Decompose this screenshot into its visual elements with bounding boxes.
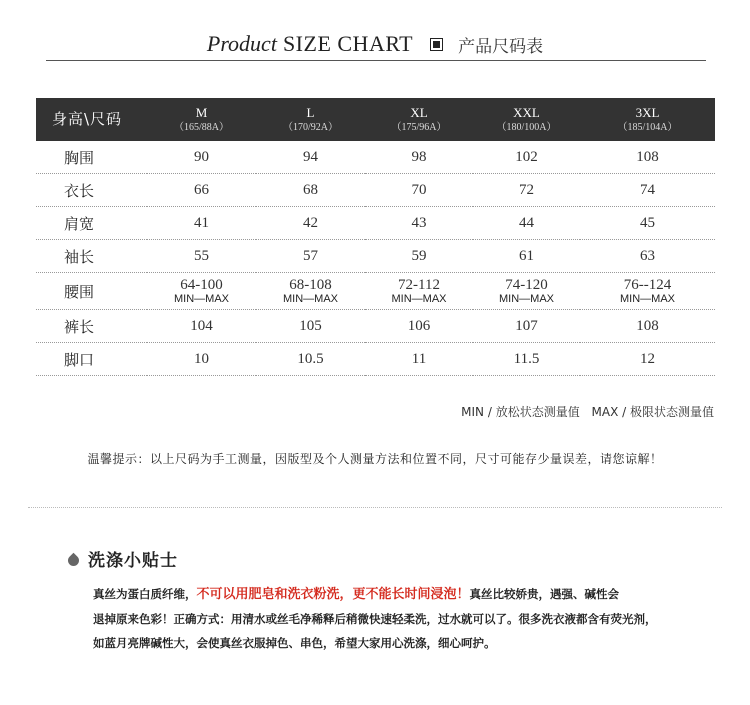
column-header	[580, 98, 715, 141]
care-text: 真丝为蛋白质纤维，	[93, 587, 197, 601]
table-cell: 10.5	[256, 343, 365, 376]
table-cell: 11	[365, 343, 473, 376]
measurement-legend	[453, 403, 714, 420]
care-line: 如蓝月亮牌碱性大，会使真丝衣服掉色、串色，希望大家用心洗涤，细心呵护。	[93, 636, 496, 650]
size-name: XXL	[513, 104, 540, 120]
corner-label: 身高\尺码	[36, 98, 147, 141]
size-spec: （185/104A）	[617, 121, 678, 133]
size-spec: （180/100A）	[496, 121, 557, 133]
table-cell: 108	[580, 310, 715, 343]
title-chinese: 产品尺码表	[458, 36, 544, 57]
table-cell	[256, 273, 365, 310]
table-cell	[365, 273, 473, 310]
table-cell: 94	[256, 141, 365, 174]
care-instructions	[93, 582, 703, 655]
table-cell: 57	[256, 240, 365, 273]
table-cell: 11.5	[473, 343, 580, 376]
size-name: 3XL	[635, 104, 660, 120]
table-cell: 66	[147, 174, 256, 207]
size-spec: （175/96A）	[391, 121, 447, 133]
column-header	[256, 98, 365, 141]
title-size-chart: SIZE CHART	[282, 31, 414, 56]
row-label: 腰围	[36, 273, 147, 310]
page-header	[0, 28, 750, 60]
row-label: 胸围	[36, 141, 147, 174]
table-cell: 45	[580, 207, 715, 240]
range-value: 64-100	[180, 277, 223, 293]
table-header-row	[36, 98, 715, 141]
header-divider	[46, 60, 706, 61]
table-cell	[580, 273, 715, 310]
table-row	[36, 240, 715, 273]
water-drop-icon	[66, 553, 82, 569]
min-max-label: MIN—MAX	[174, 293, 229, 305]
size-name: XL	[410, 104, 428, 120]
legend-max: MAX / 极限状态测量值	[591, 405, 714, 419]
table-row	[36, 141, 715, 174]
table-cell	[473, 273, 580, 310]
measurement-tip: 温馨提示：以上尺码为手工测量，因版型及个人测量方法和位置不同，尺寸可能存少量误差，请您谅解！	[87, 452, 663, 466]
range-value: 74-120	[505, 277, 548, 293]
column-header	[365, 98, 473, 141]
table-row	[36, 207, 715, 240]
min-max-label: MIN—MAX	[499, 293, 554, 305]
row-label: 脚口	[36, 343, 147, 376]
size-name: L	[306, 104, 315, 120]
title-product: Product	[206, 31, 277, 56]
min-max-label: MIN—MAX	[283, 293, 338, 305]
size-name: M	[195, 104, 208, 120]
section-divider	[28, 507, 722, 508]
care-line: 退掉原来色彩！正确方式：用清水或丝毛净稀释后稍微快速轻柔洗，过水就可以了。很多洗衣液都含有荧光剂，	[93, 612, 657, 626]
row-label: 肩宽	[36, 207, 147, 240]
table-cell: 98	[365, 141, 473, 174]
table-cell: 63	[580, 240, 715, 273]
legend-min: MIN / 放松状态测量值	[461, 405, 580, 419]
table-cell	[147, 273, 256, 310]
size-table	[36, 98, 715, 376]
care-heading	[68, 546, 178, 571]
row-label: 裤长	[36, 310, 147, 343]
care-line	[93, 582, 703, 607]
table-row	[36, 174, 715, 207]
table-cell: 105	[256, 310, 365, 343]
care-warning: 不可以用肥皂和洗衣粉洗，更不能长时间浸泡！	[196, 587, 470, 602]
table-cell: 44	[473, 207, 580, 240]
range-value: 76--124	[623, 277, 672, 293]
table-row	[36, 273, 715, 310]
row-label: 衣长	[36, 174, 147, 207]
table-cell: 107	[473, 310, 580, 343]
care-text: 真丝比较娇贵，遇强、碱性会	[469, 587, 620, 601]
table-cell: 43	[365, 207, 473, 240]
table-cell: 59	[365, 240, 473, 273]
row-label: 袖长	[36, 240, 147, 273]
min-max-label: MIN—MAX	[620, 293, 675, 305]
table-cell: 61	[473, 240, 580, 273]
table-cell: 55	[147, 240, 256, 273]
table-cell: 108	[580, 141, 715, 174]
table-cell: 74	[580, 174, 715, 207]
table-cell: 90	[147, 141, 256, 174]
table-cell: 10	[147, 343, 256, 376]
table-cell: 102	[473, 141, 580, 174]
table-cell: 41	[147, 207, 256, 240]
column-header	[473, 98, 580, 141]
range-value: 72-112	[398, 277, 440, 293]
square-bullet-icon	[431, 39, 442, 50]
care-title: 洗涤小贴士	[88, 551, 178, 571]
table-row	[36, 310, 715, 343]
table-cell: 106	[365, 310, 473, 343]
column-header	[147, 98, 256, 141]
size-spec: （170/92A）	[283, 121, 338, 133]
table-cell: 12	[580, 343, 715, 376]
table-cell: 70	[365, 174, 473, 207]
table-cell: 68	[256, 174, 365, 207]
table-cell: 72	[473, 174, 580, 207]
table-cell: 42	[256, 207, 365, 240]
range-value: 68-108	[289, 277, 332, 293]
table-row	[36, 343, 715, 376]
table-cell: 104	[147, 310, 256, 343]
min-max-label: MIN—MAX	[391, 293, 447, 305]
size-spec: （165/88A）	[174, 121, 229, 133]
